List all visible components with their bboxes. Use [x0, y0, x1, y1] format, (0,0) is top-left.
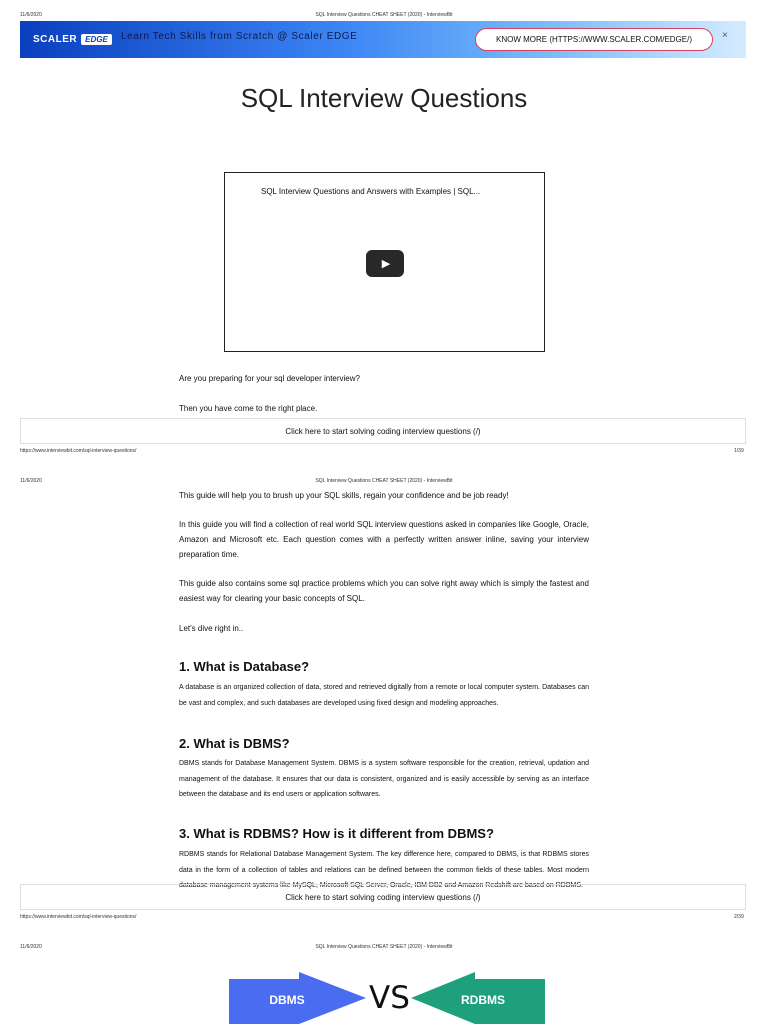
page-number: 2/39	[734, 914, 744, 920]
paragraph: Let's dive right in..	[179, 624, 244, 633]
play-icon[interactable]: ▶	[366, 250, 404, 277]
paragraph: This guide will help you to brush up your SQL skills, regain your confidence and be job ready!	[179, 491, 509, 500]
know-more-button[interactable]: KNOW MORE (HTTPS://WWW.SCALER.COM/EDGE/)	[475, 28, 713, 51]
scaler-logo[interactable]	[33, 34, 112, 45]
print-date: 11/6/2020	[20, 478, 42, 484]
versus-label: VS	[369, 980, 410, 1016]
page-number: 1/39	[734, 448, 744, 454]
brand-tag: EDGE	[81, 34, 112, 45]
start-coding-cta[interactable]: Click here to start solving coding interview questions (/)	[20, 418, 746, 444]
video-title[interactable]: SQL Interview Questions and Answers with Examples | SQL...	[261, 187, 481, 196]
print-url: https://www.interviewbit.com/sql-interview-questions/	[20, 914, 137, 920]
print-title: SQL Interview Questions CHEAT SHEET (2020) - InterviewBit	[315, 12, 453, 18]
print-date: 11/6/2020	[20, 944, 42, 950]
intro-line-1: Are you preparing for your sql developer interview?	[179, 374, 360, 383]
paragraph: This guide also contains some sql practice problems which you can solve right away which is simply the fastest and easiest way for clearing your basic concepts of SQL.	[179, 579, 589, 603]
close-icon[interactable]: ×	[722, 30, 728, 41]
paragraph: In this guide you will find a collection of real world SQL interview questions asked in companies like Google, Oracle, Amazon and Microsoft etc. Each question comes with a perfectly written answer inline, saving your interview preparation time.	[179, 520, 589, 559]
video-embed[interactable]	[224, 172, 545, 352]
question-heading: 3. What is RDBMS? How is it different from DBMS?	[179, 826, 494, 841]
question-heading: 1. What is Database?	[179, 659, 310, 674]
start-coding-cta[interactable]: Click here to start solving coding interview questions (/)	[20, 884, 746, 910]
print-date: 11/6/2020	[20, 12, 42, 18]
answer-text: DBMS stands for Database Management System. DBMS is a system software responsible for the creation, retrieval, updation and management of the database. It ensures that our data is consistent, organized and is easily accessible by serving as an interface between the database and its end users or application softwares.	[179, 760, 589, 798]
print-url: https://www.interviewbit.com/sql-interview-questions/	[20, 448, 137, 454]
print-title: SQL Interview Questions CHEAT SHEET (2020) - InterviewBit	[315, 478, 453, 484]
promo-banner	[20, 21, 746, 58]
banner-tagline: Learn Tech Skills from Scratch @ Scaler EDGE	[121, 31, 358, 42]
dbms-arrow-graphic	[229, 972, 366, 1024]
answer-text: RDBMS stands for Relational Database Management System. The key difference here, compared to DBMS, is that RDBMS stores data in the form of a collection of tables and relations can be defined between the common fields of these tables. Most modern database management systems like MySQL, Microsoft SQL Server, Oracle, IBM DB2 and Amazon Redshift are based on RDBMS.	[179, 851, 589, 889]
question-heading: 2. What is DBMS?	[179, 736, 290, 751]
dbms-label: DBMS	[269, 993, 305, 1007]
rdbms-label: RDBMS	[461, 993, 505, 1007]
brand-name: SCALER	[33, 34, 78, 45]
page-title: SQL Interview Questions	[240, 83, 528, 113]
print-title: SQL Interview Questions CHEAT SHEET (2020) - InterviewBit	[315, 944, 453, 950]
intro-line-2: Then you have come to the right place.	[179, 404, 318, 413]
answer-text: A database is an organized collection of data, stored and retrieved digitally from a remote or local computer system. Databases can be vast and complex, and such databases are developed using fixed design and modeling approaches.	[179, 684, 589, 707]
rdbms-arrow-graphic	[411, 972, 545, 1024]
